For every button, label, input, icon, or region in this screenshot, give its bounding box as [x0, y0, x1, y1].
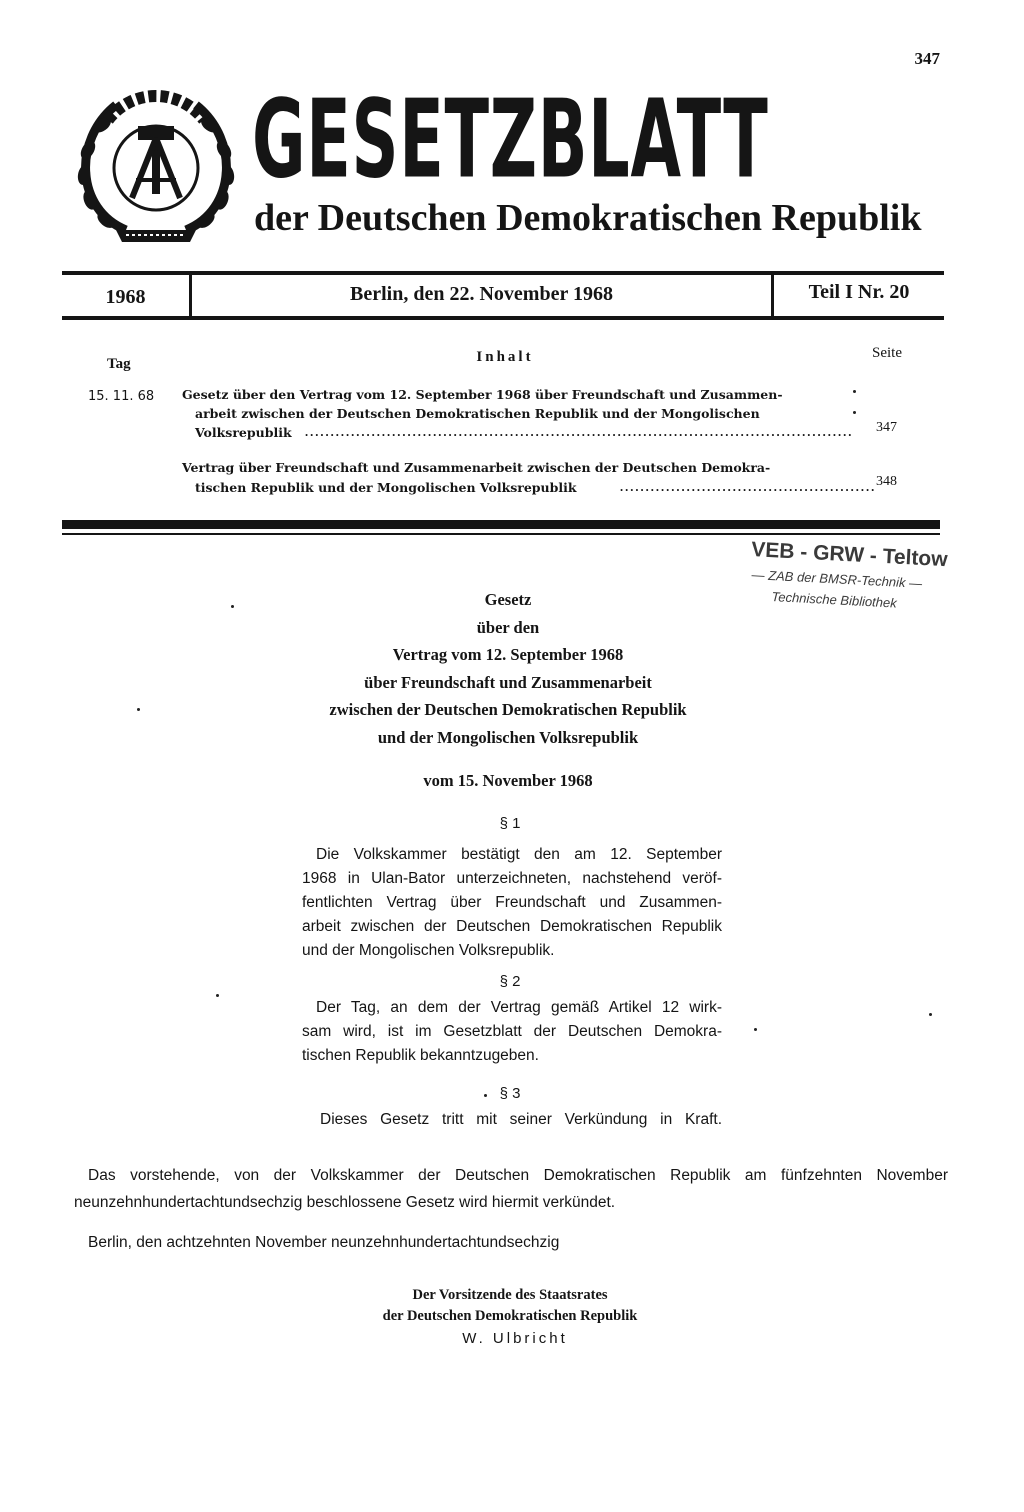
signature-title: Der Vorsitzende des Staatsrates — [412, 1287, 608, 1303]
promulgation-text — [74, 1191, 615, 1215]
library-stamp-line: Technische Bibliothek — [771, 589, 898, 611]
print-speck — [853, 411, 856, 414]
contents-col-date: Tag — [107, 356, 131, 372]
section-body — [302, 996, 722, 1068]
promulgation-line: neunzehnhundertachtundsechzig beschlossene Gesetz wird hiermit verkündet. — [74, 1194, 616, 1211]
print-speck — [484, 1094, 487, 1097]
contents-entry-line: tischen Republik und der Mongolischen Volksrepublik — [195, 480, 577, 495]
signature-name: W. Ulbricht — [462, 1330, 568, 1347]
law-heading-line: Vertrag vom 12. September 1968 — [392, 645, 624, 664]
promulgation-place-date: Berlin, den achtzehnten November neunzehnhundertachtundsechzig — [88, 1234, 560, 1251]
masthead-subtitle: der Deutschen Demokratischen Republik — [254, 197, 922, 239]
section-line: Dieses Gesetz tritt mit seiner Verkündung in Kraft. — [320, 1111, 722, 1128]
print-speck — [853, 390, 856, 393]
issue-number: Teil I Nr. 20 — [808, 281, 910, 303]
contents-entry-line: Vertrag über Freundschaft und Zusammenarbeit zwischen der Deutschen Demokra- — [182, 460, 771, 475]
contents-leader-dots: ........................................................................................................... — [305, 425, 854, 439]
law-heading-line: und der Mongolischen Volksrepublik — [377, 727, 639, 747]
signature-title: der Deutschen Demokratischen Republik — [382, 1308, 638, 1324]
contents-entry-line: Gesetz über den Vertrag vom 12. September 1968 über Freundschaft und Zusammen- — [182, 387, 783, 402]
contents-entry-page: 347 — [876, 420, 897, 435]
section-line: fentlichten Vertrag über Freundschaft und Zusammen- — [302, 894, 722, 911]
law-heading-line: über den — [476, 617, 540, 637]
page-number: 347 — [914, 49, 940, 68]
law-heading-line: zwischen der Deutschen Demokratischen Republik — [329, 700, 687, 719]
law-heading-line: Gesetz — [484, 590, 532, 609]
promulgation-line: Das vorstehende, von der Volkskammer der Deutschen Demokratischen Republik am fünfzehnten November — [88, 1167, 948, 1184]
print-speck — [929, 1013, 932, 1016]
section-line: 1968 in Ulan-Bator unterzeichneten, nachstehend veröf- — [302, 870, 722, 887]
masthead-title: GESETZBLATT — [252, 76, 769, 203]
law-heading — [300, 586, 716, 751]
issue-year: 1968 — [105, 286, 146, 308]
section-label: § 3 — [499, 1085, 521, 1102]
header-top-rule — [62, 271, 944, 275]
section-line: tischen Republik bekanntzugeben. — [302, 1047, 539, 1064]
library-stamp-line: — ZAB der BMSR-Technik — — [751, 567, 923, 591]
section-body — [302, 1108, 722, 1132]
section-line: und der Mongolischen Volksrepublik. — [302, 942, 555, 959]
library-stamp-line: VEB - GRW - Teltow — [750, 538, 949, 572]
contents-col-title: Inhalt — [476, 349, 534, 365]
contents-entry-page: 348 — [876, 474, 897, 489]
law-heading-line: über Freundschaft und Zusammenarbeit — [364, 672, 652, 692]
print-speck — [231, 605, 234, 608]
contents-entry-line: arbeit zwischen der Deutschen Demokratischen Republik und der Mongolischen — [195, 406, 760, 421]
header-bottom-rule — [62, 316, 944, 320]
section-line: arbeit zwischen der Deutschen Demokratischen Republik — [302, 918, 722, 935]
contents-entry-line: Volksrepublik — [195, 425, 292, 440]
print-speck — [754, 1028, 757, 1031]
contents-entry-date: 15. 11. 68 — [88, 389, 155, 404]
print-speck — [216, 994, 219, 997]
ddr-state-emblem-icon — [66, 80, 246, 250]
section-line: sam wird, ist im Gesetzblatt der Deutschen Demokra- — [302, 1023, 722, 1040]
contents-end-rule — [62, 520, 940, 529]
contents-leader-dots: .................................................. — [620, 480, 877, 494]
section-label: § 1 — [499, 815, 521, 832]
promulgation-text — [88, 1164, 948, 1188]
contents-end-rule-thin — [62, 533, 940, 535]
section-line: Die Volkskammer bestätigt den am 12. September — [316, 846, 722, 863]
print-speck — [137, 708, 140, 711]
law-date-line: vom 15. November 1968 — [423, 771, 593, 790]
section-body — [302, 843, 722, 963]
section-label: § 2 — [499, 973, 521, 990]
section-line: Der Tag, an dem der Vertrag gemäß Artikel 12 wirk- — [316, 999, 722, 1016]
issue-place-date: Berlin, den 22. November 1968 — [350, 283, 613, 305]
contents-col-page: Seite — [872, 345, 902, 361]
